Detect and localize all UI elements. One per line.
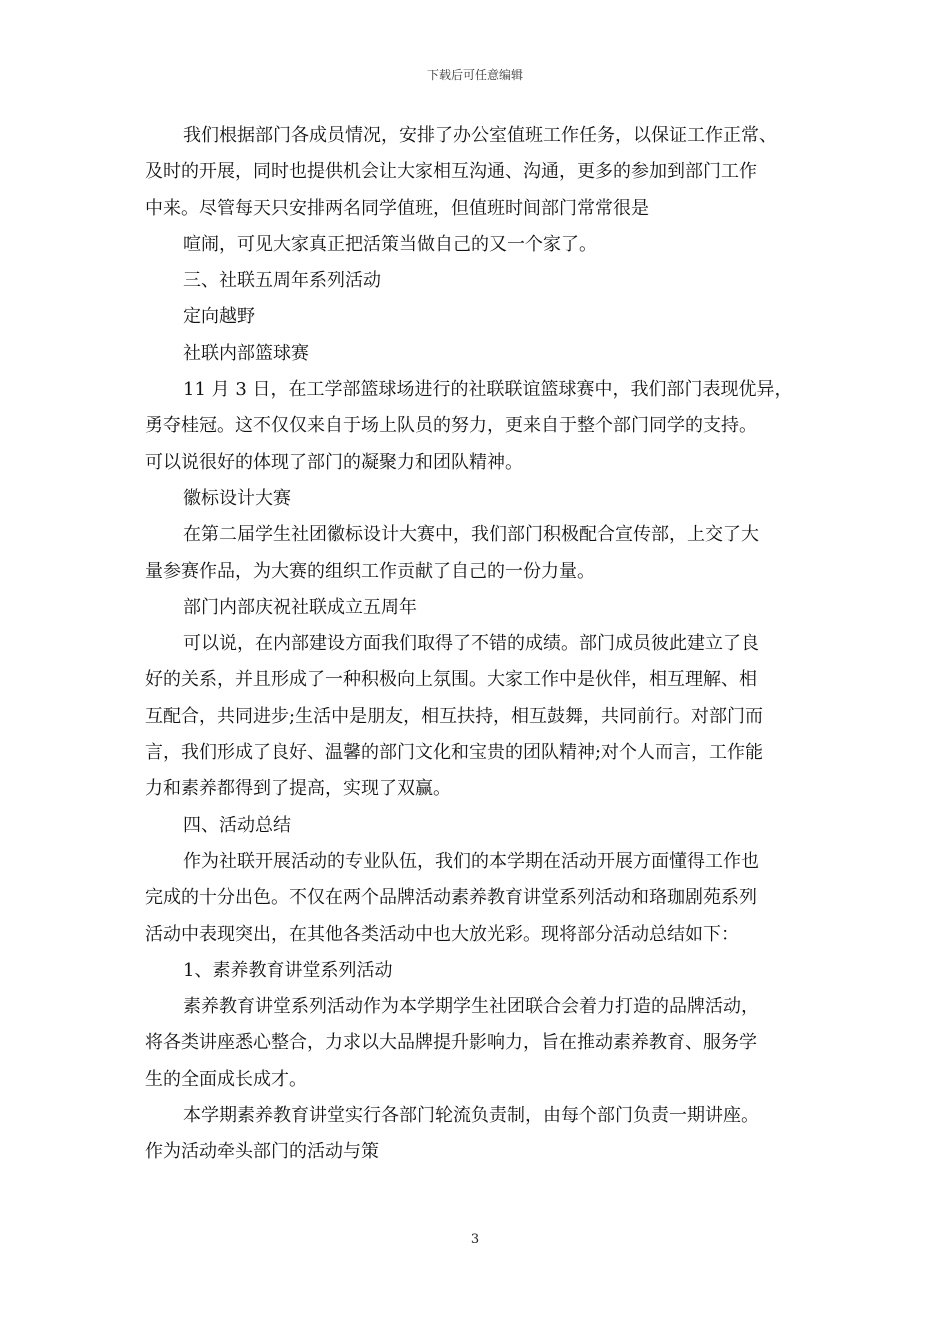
text-line: 本学期素养教育讲堂实行各部门轮流负责制，由每个部门负责一期讲座。 [183, 1105, 759, 1127]
text-line: 可以说，在内部建设方面我们取得了不错的成绩。部门成员彼此建立了良 [183, 633, 759, 655]
text-line: 活动中表现突出，在其他各类活动中也大放光彩。现将部分活动总结如下： [145, 923, 739, 945]
text-line: 喧闹，可见大家真正把活策当做自己的又一个家了。 [183, 233, 597, 255]
text-line: 我们根据部门各成员情况，安排了办公室值班工作任务，以保证工作正常、 [183, 125, 777, 146]
text-line: 中来。尽管每天只安排两名同学值班，但值班时间部门常常很是 [145, 197, 649, 219]
page-number: 3 [470, 1232, 480, 1247]
text-line: 及时的开展，同时也提供机会让大家相互沟通、沟通，更多的参加到部门工作 [145, 161, 757, 183]
text-line: 好的关系，并且形成了一种积极向上氛围。大家工作中是伙伴，相互理解、相 [145, 669, 757, 691]
text-line: 徽标设计大赛 [183, 487, 291, 509]
text-line: 互配合，共同进步;生活中是朋友，相互扶持，相互鼓舞，共同前行。对部门而 [145, 705, 764, 727]
text-line: 11 月 3 日，在工学部篮球场进行的社联联谊篮球赛中，我们部门表现优异， [183, 379, 793, 401]
text-line: 将各类讲座悉心整合，力求以大品牌提升影响力，旨在推动素养教育、服务学 [145, 1032, 757, 1054]
text-line: 完成的十分出色。不仅在两个品牌活动素养教育讲堂系列活动和珞珈剧苑系列 [145, 887, 757, 909]
text-line: 量参赛作品，为大赛的组织工作贡献了自己的一份力量。 [145, 560, 595, 582]
text-line: 三、社联五周年系列活动 [183, 270, 381, 292]
text-line: 可以说很好的体现了部门的凝聚力和团队精神。 [145, 451, 523, 473]
document-body [145, 118, 835, 1171]
text-line: 定向越野 [183, 306, 255, 328]
text-line: 部门内部庆祝社联成立五周年 [183, 596, 417, 618]
text-line: 社联内部篮球赛 [183, 342, 309, 364]
text-line: 在第二届学生社团徽标设计大赛中，我们部门积极配合宣传部，上交了大 [183, 524, 759, 546]
text-line: 素养教育讲堂系列活动作为本学期学生社团联合会着力打造的品牌活动， [183, 996, 759, 1018]
text-line: 四、活动总结 [183, 814, 291, 836]
text-line: 作为社联开展活动的专业队伍，我们的本学期在活动开展方面懂得工作也 [183, 850, 759, 872]
text-line: 生的全面成长成才。 [145, 1068, 307, 1090]
text-line: 勇夺桂冠。这不仅仅来自于场上队员的努力，更来自于整个部门同学的支持。 [145, 415, 757, 437]
text-line: 力和素养都得到了提高，实现了双赢。 [145, 778, 451, 800]
text-line: 1、素养教育讲堂系列活动 [183, 959, 393, 981]
page-header: 下载后可任意编辑 [426, 68, 523, 82]
text-line: 作为活动牵头部门的活动与策 [145, 1141, 379, 1163]
text-line: 言，我们形成了良好、温馨的部门文化和宝贵的团队精神;对个人而言，工作能 [145, 742, 764, 764]
